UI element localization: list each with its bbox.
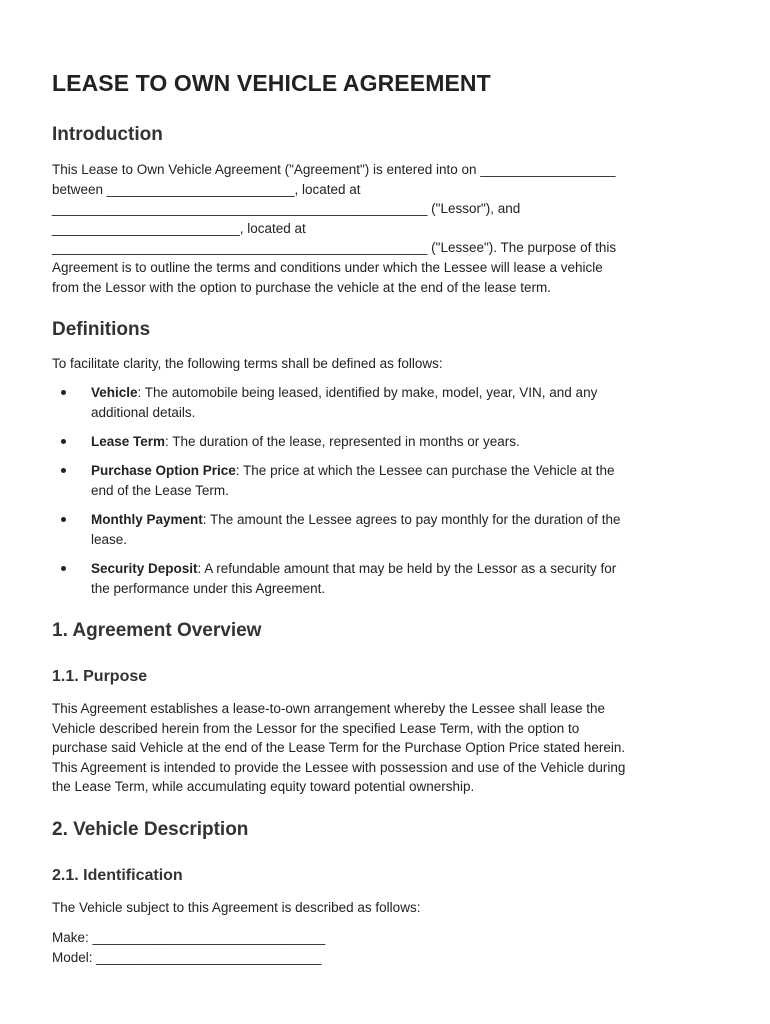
identification-intro: The Vehicle subject to this Agreement is described as follows:	[52, 900, 421, 915]
section-2-heading: 2. Vehicle Description	[52, 819, 249, 840]
definition-text: : The duration of the lease, represented in months or years.	[165, 433, 520, 449]
introduction-line: _________________________, located at	[52, 220, 306, 236]
introduction-line: __________________________________________________ ("Lessor"), and	[52, 201, 521, 217]
definition-text: : The amount the Lessee agrees to pay monthly for the duration of the	[202, 512, 621, 528]
definition-text: : The price at which the Lessee can purchase the Vehicle at the	[235, 463, 615, 479]
introduction-line: between _________________________, located at	[52, 181, 361, 197]
definition-item-security-deposit	[52, 559, 722, 598]
introduction-line: This Lease to Own Vehicle Agreement ("Agreement") is entered into on __________________	[52, 162, 616, 177]
document-title: LEASE TO OWN VEHICLE AGREEMENT	[52, 70, 491, 96]
definitions-intro: To facilitate clarity, the following terms shall be defined as follows:	[52, 356, 443, 371]
bullet-icon	[61, 566, 66, 571]
section-2-1-heading: 2.1. Identification	[52, 867, 183, 884]
bullet-icon	[61, 390, 66, 395]
definition-term: Vehicle	[91, 385, 138, 400]
definition-text: : A refundable amount that may be held by the Lessor as a security for	[197, 561, 617, 577]
model-field: Model: ______________________________	[52, 949, 322, 965]
definition-term: Monthly Payment	[91, 512, 203, 528]
definitions-heading: Definitions	[52, 319, 151, 340]
bullet-icon	[61, 468, 66, 473]
vehicle-fields	[52, 928, 722, 967]
definition-item-lease-term	[52, 432, 722, 452]
definitions-list	[52, 383, 722, 608]
introduction-heading: Introduction	[52, 124, 163, 145]
introduction-line: from the Lessor with the option to purchase the vehicle at the end of the lease term.	[52, 279, 552, 295]
bullet-icon	[61, 517, 66, 522]
introduction-line: __________________________________________________ ("Lessee"). The purpose of this	[52, 240, 617, 256]
introduction-paragraph	[52, 160, 722, 297]
definition-text: the performance under this Agreement.	[91, 580, 326, 596]
definition-term: Lease Term	[91, 433, 166, 449]
definition-term: Security Deposit	[91, 561, 198, 577]
definition-text: additional details.	[91, 404, 196, 420]
purpose-line: This Agreement is intended to provide the Lessee with possession and use of the Vehicle during	[52, 759, 626, 775]
definition-text: lease.	[91, 531, 128, 547]
purpose-paragraph	[52, 699, 722, 797]
definition-term: Purchase Option Price	[91, 463, 236, 479]
bullet-icon	[61, 439, 66, 444]
definition-item-purchase-option-price	[52, 461, 722, 500]
section-1-heading: 1. Agreement Overview	[52, 620, 262, 641]
introduction-line: Agreement is to outline the terms and conditions under which the Lessee will lease a vehicle	[52, 259, 603, 275]
purpose-line: Vehicle described herein from the Lessor for the specified Lease Term, with the option to	[52, 720, 580, 736]
definition-item-vehicle	[52, 383, 722, 422]
definition-item-monthly-payment	[52, 510, 722, 549]
purpose-line: purchase said Vehicle at the end of the Lease Term for the Purchase Option Price stated herein.	[52, 740, 626, 756]
make-field: Make: _______________________________	[52, 930, 326, 945]
section-1-1-heading: 1.1. Purpose	[52, 668, 148, 685]
purpose-line: This Agreement establishes a lease-to-own arrangement whereby the Lessee shall lease the	[52, 701, 606, 716]
definition-text: end of the Lease Term.	[91, 482, 229, 498]
purpose-line: the Lease Term, while accumulating equity toward potential ownership.	[52, 779, 475, 795]
definition-text: : The automobile being leased, identified by make, model, year, VIN, and any	[137, 385, 598, 400]
